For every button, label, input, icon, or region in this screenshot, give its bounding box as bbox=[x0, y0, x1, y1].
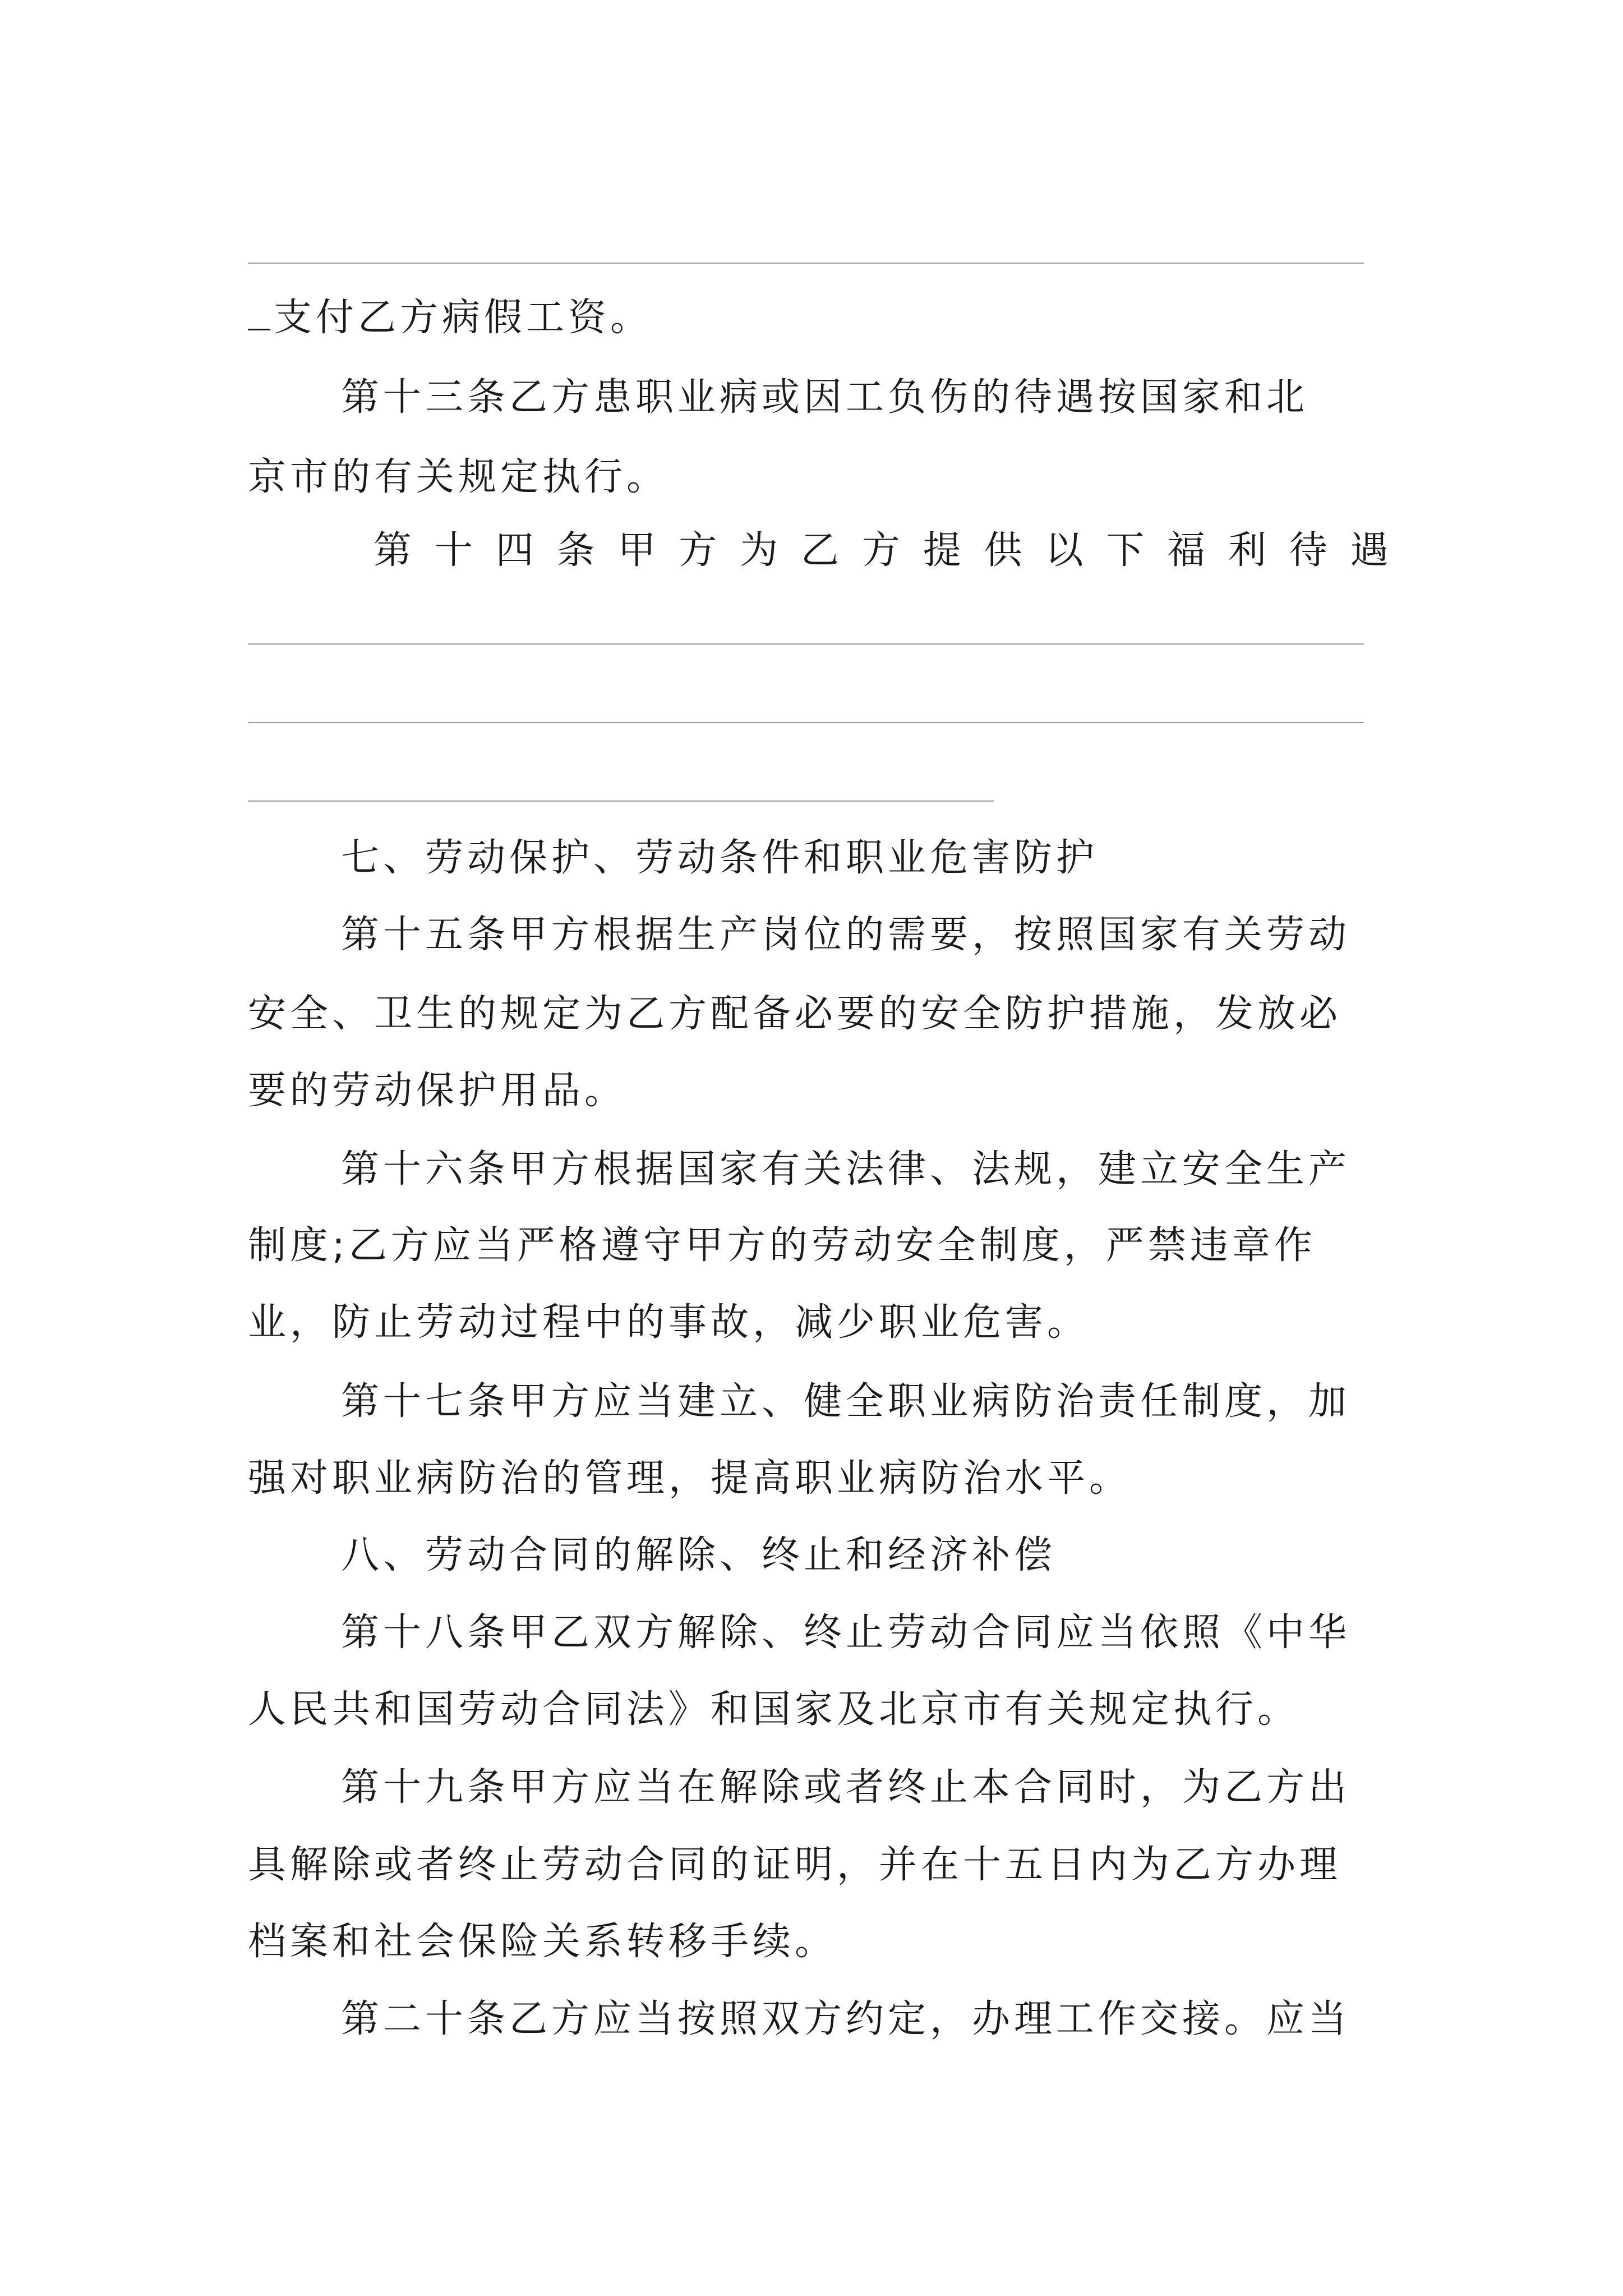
char: 方 bbox=[679, 528, 717, 573]
article-17-line-1: 第十七条甲方应当建立、健全职业病防治责任制度，加 bbox=[341, 1379, 1351, 1424]
article-15-line-1: 第十五条甲方根据生产岗位的需要，按照国家有关劳动 bbox=[341, 913, 1351, 957]
char: 待 bbox=[1289, 528, 1327, 573]
char: 遇 bbox=[1350, 528, 1389, 573]
char: 条 bbox=[556, 528, 595, 573]
char: 乙 bbox=[801, 528, 840, 573]
char: 方 bbox=[861, 528, 900, 573]
article-19-line-3: 档案和社会保险关系转移手续。 bbox=[248, 1920, 837, 1964]
article-20-line-1: 第二十条乙方应当按照双方约定，办理工作交接。应当 bbox=[341, 1997, 1351, 2041]
char: 福 bbox=[1167, 528, 1206, 573]
section-8-heading: 八、劳动合同的解除、终止和经济补偿 bbox=[341, 1533, 1057, 1577]
blank-fill-line bbox=[248, 800, 994, 802]
article-16-line-2: 制度;乙方应当严格遵守甲方的劳动安全制度，严禁违章作 bbox=[248, 1223, 1316, 1268]
article-18-line-2: 人民共和国劳动合同法》和国家及北京市有关规定执行。 bbox=[248, 1687, 1300, 1732]
char: 四 bbox=[495, 528, 534, 573]
text-line-content: 支付乙方病假工资。 bbox=[274, 296, 653, 340]
char: 下 bbox=[1106, 528, 1145, 573]
article-16-line-3: 业，防止劳动过程中的事故，减少职业危害。 bbox=[248, 1300, 1090, 1345]
underscore-mark bbox=[248, 329, 270, 330]
blank-fill-line bbox=[248, 643, 1364, 645]
section-7-heading: 七、劳动保护、劳动条件和职业危害防护 bbox=[341, 836, 1099, 880]
article-13-line-1: 第十三条乙方患职业病或因工负伤的待遇按国家和北 bbox=[341, 375, 1309, 420]
article-14-heading bbox=[374, 528, 1389, 573]
article-19-line-2: 具解除或者终止劳动合同的证明，并在十五日内为乙方办理 bbox=[248, 1843, 1342, 1887]
article-15-line-2: 安全、卫生的规定为乙方配备必要的安全防护措施，发放必 bbox=[248, 992, 1342, 1036]
char: 提 bbox=[923, 528, 961, 573]
char: 利 bbox=[1228, 528, 1267, 573]
char: 供 bbox=[984, 528, 1022, 573]
char: 以 bbox=[1045, 528, 1083, 573]
char: 十 bbox=[434, 528, 473, 573]
article-15-line-3: 要的劳动保护用品。 bbox=[248, 1069, 627, 1113]
article-16-line-1: 第十六条甲方根据国家有关法律、法规，建立安全生产 bbox=[341, 1147, 1351, 1191]
char: 第 bbox=[374, 528, 412, 573]
article-19-line-1: 第十九条甲方应当在解除或者终止本合同时，为乙方出 bbox=[341, 1765, 1351, 1810]
text-line bbox=[248, 296, 653, 340]
article-18-line-1: 第十八条甲乙双方解除、终止劳动合同应当依照《中华 bbox=[341, 1611, 1351, 1655]
blank-fill-line bbox=[248, 263, 1364, 264]
char: 为 bbox=[740, 528, 778, 573]
article-17-line-2: 强对职业病防治的管理，提高职业病防治水平。 bbox=[248, 1456, 1132, 1501]
article-13-line-2: 京市的有关规定执行。 bbox=[248, 455, 669, 499]
char: 甲 bbox=[617, 528, 656, 573]
blank-fill-line bbox=[248, 722, 1364, 723]
